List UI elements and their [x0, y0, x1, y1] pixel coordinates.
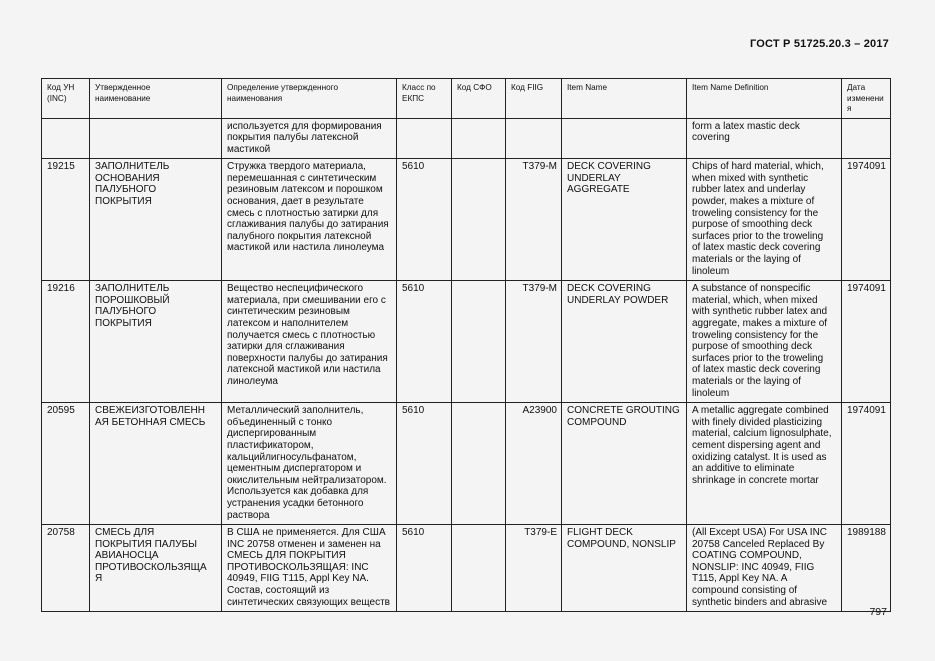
cell-definition: В США не применяется. Для США INC 20758 отменен и заменен на СМЕСЬ ДЛЯ ПОКРЫТИЯ ПРОТИВОСКОЛЬЗЯЩАЯ: INC 40949, FIIG T115, Appl Key NA. Состав, состоящий из синтетических связующих веществ: [222, 525, 397, 612]
cell-item-name-definition: A metallic aggregate combined with finely divided plasticizing material, calcium lignosulphate, cement dispersing agent and oxidizing catalyst. It is used as an additive to eliminate shrinkage in concrete mortar: [687, 403, 842, 525]
cell-approved-name: [90, 118, 222, 159]
cell-item-name: DECK COVERING UNDERLAY AGGREGATE: [562, 159, 687, 281]
cell-fiig-code: [506, 118, 562, 159]
col-header-ekps-class: Класс по ЕКПС: [397, 79, 452, 119]
table-row: [42, 281, 891, 403]
cell-sfo-code: [452, 403, 506, 525]
col-header-item-name: Item Name: [562, 79, 687, 119]
cell-item-name-definition: Chips of hard material, which, when mixed with synthetic rubber latex and underlay powder, makes a mixture of troweling consistency for the purpose of smoothing deck surfaces prior to the troweling of latex mastic deck covering materials or the laying of linoleum: [687, 159, 842, 281]
table-row: [42, 525, 891, 612]
cell-ekps-class: 5610: [397, 403, 452, 525]
col-header-sfo-code: Код СФО: [452, 79, 506, 119]
col-header-definition: Определение утвержденного наименования: [222, 79, 397, 119]
catalog-table: [41, 78, 891, 612]
cell-definition: Вещество неспецифического материала, при смешивании его с синтетическим резиновым латексом и наполнителем получается смесь с плотностью затирки для сглаживания поверхности палубы до затирания латексной мастикой или настила линолеума: [222, 281, 397, 403]
table-row: [42, 403, 891, 525]
cell-change-date: 1974091: [842, 403, 891, 525]
cell-inc: 19216: [42, 281, 90, 403]
cell-ekps-class: 5610: [397, 281, 452, 403]
page-number: 797: [869, 606, 887, 618]
col-header-change-date: Дата изменения: [842, 79, 891, 119]
cell-change-date: 1974091: [842, 281, 891, 403]
col-header-inc: Код УН (INC): [42, 79, 90, 119]
cell-approved-name: СМЕСЬ ДЛЯ ПОКРЫТИЯ ПАЛУБЫ АВИАНОСЦА ПРОТИВОСКОЛЬЗЯЩА Я: [90, 525, 222, 612]
cell-inc: 20758: [42, 525, 90, 612]
table-row: [42, 118, 891, 159]
cell-ekps-class: 5610: [397, 159, 452, 281]
cell-sfo-code: [452, 281, 506, 403]
cell-item-name: FLIGHT DECK COMPOUND, NONSLIP: [562, 525, 687, 612]
cell-approved-name: ЗАПОЛНИТЕЛЬ ПОРОШКОВЫЙ ПАЛУБНОГО ПОКРЫТИЯ: [90, 281, 222, 403]
col-header-item-name-definition: Item Name Definition: [687, 79, 842, 119]
cell-item-name: [562, 118, 687, 159]
cell-fiig-code: A23900: [506, 403, 562, 525]
cell-item-name-definition: (All Except USA) For USA INC 20758 Canceled Replaced By COATING COMPOUND, NONSLIP: INC 40949, FIIG T115, Appl Key NA. A compound consisting of synthetic binders and abrasive: [687, 525, 842, 612]
cell-item-name: CONCRETE GROUTING COMPOUND: [562, 403, 687, 525]
cell-item-name: DECK COVERING UNDERLAY POWDER: [562, 281, 687, 403]
cell-sfo-code: [452, 159, 506, 281]
document-standard-number: ГОСТ Р 51725.20.3 – 2017: [749, 38, 889, 50]
cell-change-date: 1989188: [842, 525, 891, 612]
cell-fiig-code: T379-M: [506, 159, 562, 281]
cell-sfo-code: [452, 118, 506, 159]
table-row: [42, 159, 891, 281]
cell-fiig-code: T379-E: [506, 525, 562, 612]
cell-fiig-code: T379-M: [506, 281, 562, 403]
cell-definition: используется для формирования покрытия палубы латексной мастикой: [222, 118, 397, 159]
cell-change-date: 1974091: [842, 159, 891, 281]
cell-change-date: [842, 118, 891, 159]
cell-definition: Металлический заполнитель, объединенный с тонко диспергированным пластификатором, кальцийлигносульфанатом, цементным диспергатором и окислительным нейтрализатором. Используется как добавка для устранения усадки бетонного раствора: [222, 403, 397, 525]
table-header-row: [42, 79, 891, 119]
cell-inc: 19215: [42, 159, 90, 281]
cell-inc: [42, 118, 90, 159]
cell-sfo-code: [452, 525, 506, 612]
cell-approved-name: СВЕЖЕИЗГОТОВЛЕНН АЯ БЕТОННАЯ СМЕСЬ: [90, 403, 222, 525]
col-header-fiig-code: Код FIIG: [506, 79, 562, 119]
cell-ekps-class: 5610: [397, 525, 452, 612]
cell-ekps-class: [397, 118, 452, 159]
cell-definition: Стружка твердого материала, перемешанная с синтетическим резиновым латексом и порошком основания, дает в результате смесь с плотностью затирки для сглаживания палубы до затирания палубного покрытия латексной мастикой или настила линолеума: [222, 159, 397, 281]
col-header-approved-name: Утвержденное наименование: [90, 79, 222, 119]
cell-inc: 20595: [42, 403, 90, 525]
cell-item-name-definition: form a latex mastic deck covering: [687, 118, 842, 159]
cell-approved-name: ЗАПОЛНИТЕЛЬ ОСНОВАНИЯ ПАЛУБНОГО ПОКРЫТИЯ: [90, 159, 222, 281]
cell-item-name-definition: A substance of nonspecific material, which, when mixed with synthetic rubber latex and aggregate, makes a mixture of troweling consistency for the purpose of smoothing deck surfaces prior to the troweling of latex mastic deck covering materials or the laying of linoleum: [687, 281, 842, 403]
